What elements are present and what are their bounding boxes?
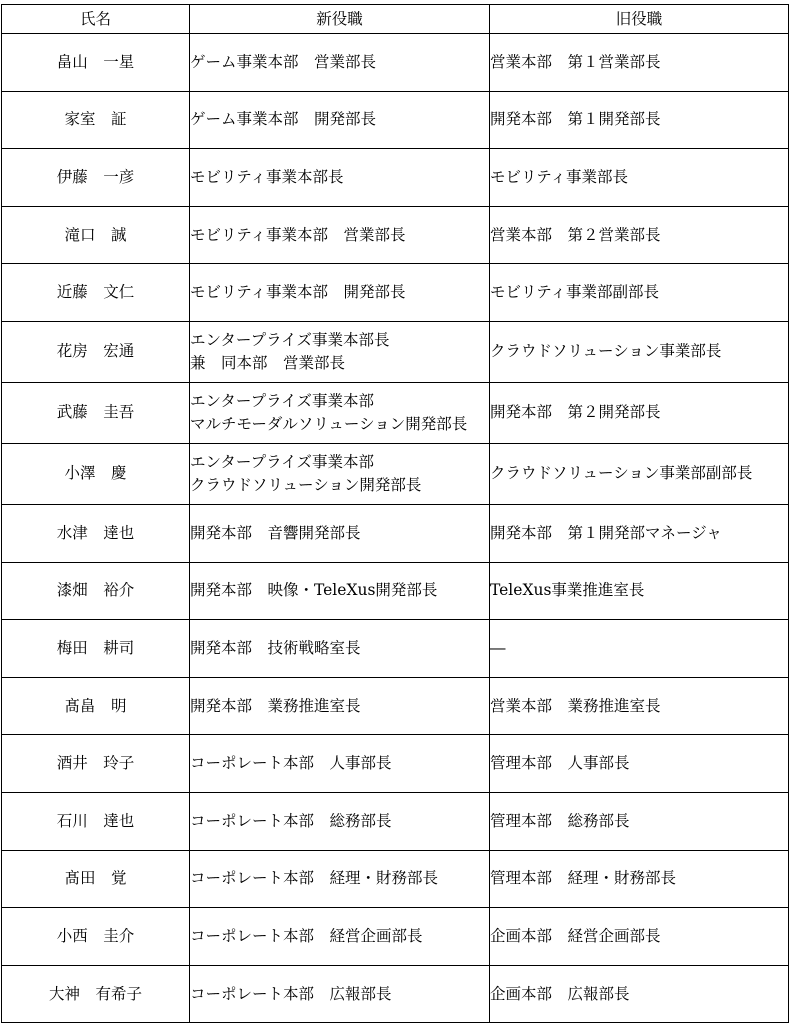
person-name: 武藤 圭吾 xyxy=(2,382,190,443)
new-position-cell xyxy=(190,382,490,443)
new-position-line: クラウドソリューション開発部長 xyxy=(190,475,422,494)
new-position-line: コーポレート本部 広報部長 xyxy=(190,984,392,1003)
person-name: 漆畑 裕介 xyxy=(2,562,190,620)
table-row xyxy=(2,965,789,1023)
new-position-line: 開発本部 映像・TeleXus開発部長 xyxy=(190,581,438,600)
old-position: ― xyxy=(490,620,789,678)
new-position-cell xyxy=(190,34,490,92)
old-position: 管理本部 人事部長 xyxy=(490,735,789,793)
table-row xyxy=(2,443,789,504)
table-row xyxy=(2,735,789,793)
new-position-line: 開発本部 業務推進室長 xyxy=(190,696,361,715)
new-position-line: モビリティ事業本部長 xyxy=(190,167,344,186)
new-position-line: マルチモーダルソリューション開発部長 xyxy=(190,414,468,433)
table-row xyxy=(2,382,789,443)
old-position: 管理本部 経理・財務部長 xyxy=(490,850,789,908)
table-row xyxy=(2,149,789,207)
old-position: モビリティ事業部長 xyxy=(490,149,789,207)
new-position-cell xyxy=(190,504,490,562)
person-name: 大神 有希子 xyxy=(2,965,190,1023)
person-name: 髙畠 明 xyxy=(2,677,190,735)
new-position-line: エンタープライズ事業本部 xyxy=(190,391,374,410)
new-position-line: コーポレート本部 経理・財務部長 xyxy=(190,869,439,888)
person-name: 伊藤 一彦 xyxy=(2,149,190,207)
table-row xyxy=(2,620,789,678)
person-name: 石川 達也 xyxy=(2,792,190,850)
new-position-cell xyxy=(190,91,490,149)
new-position-cell xyxy=(190,965,490,1023)
new-position-cell xyxy=(190,321,490,382)
new-position-line: 開発本部 音響開発部長 xyxy=(190,523,361,542)
person-name: 畠山 一星 xyxy=(2,34,190,92)
new-position-line: ゲーム事業本部 営業部長 xyxy=(190,52,377,71)
old-position: 開発本部 第１開発部マネージャ xyxy=(490,504,789,562)
table-row xyxy=(2,677,789,735)
person-name: 近藤 文仁 xyxy=(2,264,190,322)
person-name: 小澤 慶 xyxy=(2,443,190,504)
table-row xyxy=(2,504,789,562)
new-position-line: コーポレート本部 人事部長 xyxy=(190,754,392,773)
old-position: 営業本部 第１営業部長 xyxy=(490,34,789,92)
new-position-line: モビリティ事業本部 営業部長 xyxy=(190,225,406,244)
new-position-cell xyxy=(190,735,490,793)
personnel-changes-table xyxy=(1,4,789,1023)
new-position-cell xyxy=(190,206,490,264)
table-row xyxy=(2,321,789,382)
new-position-cell xyxy=(190,677,490,735)
table-row xyxy=(2,908,789,966)
new-position-cell xyxy=(190,149,490,207)
table-row xyxy=(2,850,789,908)
person-name: 小西 圭介 xyxy=(2,908,190,966)
new-position-line: エンタープライズ事業本部長 xyxy=(190,330,390,349)
table-row xyxy=(2,562,789,620)
person-name: 滝口 誠 xyxy=(2,206,190,264)
person-name: 水津 達也 xyxy=(2,504,190,562)
old-position: 開発本部 第２開発部長 xyxy=(490,382,789,443)
new-position-line: エンタープライズ事業本部 xyxy=(190,452,374,471)
old-position: モビリティ事業部副部長 xyxy=(490,264,789,322)
old-position: クラウドソリューション事業部長 xyxy=(490,321,789,382)
person-name: 髙田 覚 xyxy=(2,850,190,908)
header-name: 氏名 xyxy=(2,5,190,34)
old-position: 営業本部 業務推進室長 xyxy=(490,677,789,735)
new-position-line: コーポレート本部 経営企画部長 xyxy=(190,926,423,945)
new-position-line: モビリティ事業本部 開発部長 xyxy=(190,283,406,302)
new-position-line: 開発本部 技術戦略室長 xyxy=(190,638,361,657)
new-position-line: コーポレート本部 総務部長 xyxy=(190,811,392,830)
new-position-cell xyxy=(190,850,490,908)
table-body xyxy=(2,34,789,1023)
old-position: 管理本部 総務部長 xyxy=(490,792,789,850)
table-row xyxy=(2,34,789,92)
new-position-cell xyxy=(190,562,490,620)
old-position: 営業本部 第２営業部長 xyxy=(490,206,789,264)
new-position-line: 兼 同本部 営業部長 xyxy=(190,353,346,372)
new-position-cell xyxy=(190,620,490,678)
table-row xyxy=(2,264,789,322)
new-position-cell xyxy=(190,264,490,322)
person-name: 家室 証 xyxy=(2,91,190,149)
table-row xyxy=(2,206,789,264)
new-position-line: ゲーム事業本部 開発部長 xyxy=(190,110,377,129)
header-new-position: 新役職 xyxy=(190,5,490,34)
old-position: 企画本部 広報部長 xyxy=(490,965,789,1023)
person-name: 梅田 耕司 xyxy=(2,620,190,678)
person-name: 酒井 玲子 xyxy=(2,735,190,793)
header-row xyxy=(2,5,789,34)
old-position: 開発本部 第１開発部長 xyxy=(490,91,789,149)
old-position: 企画本部 経営企画部長 xyxy=(490,908,789,966)
table-row xyxy=(2,91,789,149)
table-row xyxy=(2,792,789,850)
new-position-cell xyxy=(190,908,490,966)
old-position: クラウドソリューション事業部副部長 xyxy=(490,443,789,504)
new-position-cell xyxy=(190,792,490,850)
old-position: TeleXus事業推進室長 xyxy=(490,562,789,620)
person-name: 花房 宏通 xyxy=(2,321,190,382)
header-old-position: 旧役職 xyxy=(490,5,789,34)
new-position-cell xyxy=(190,443,490,504)
